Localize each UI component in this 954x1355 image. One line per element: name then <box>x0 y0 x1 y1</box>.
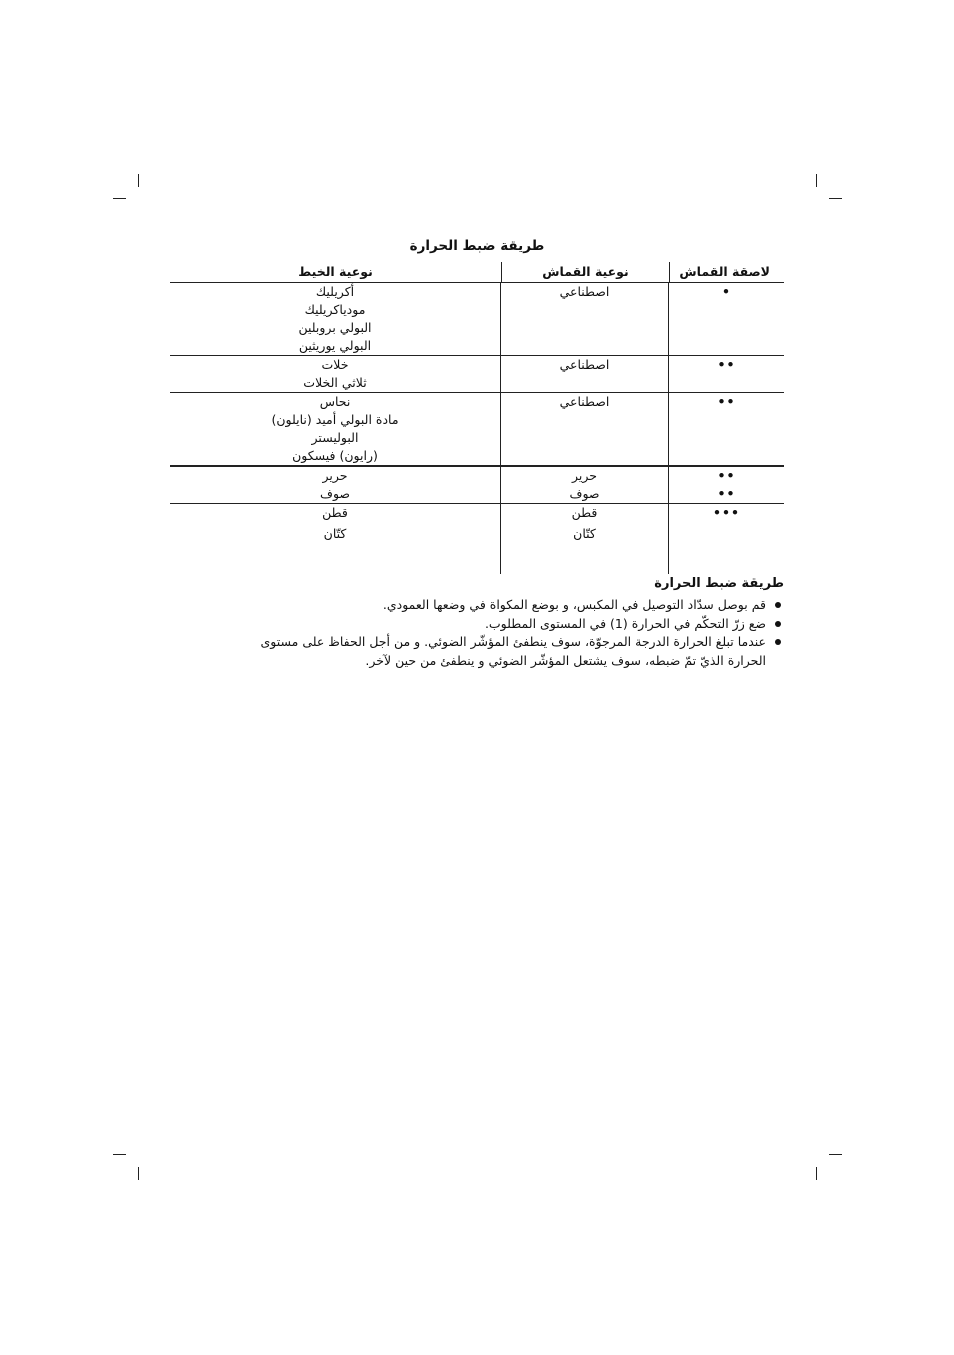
table-title: طريقة ضبط الحرارة <box>409 238 545 254</box>
fiber-type: كتّان <box>323 526 347 541</box>
heat-dots: •• <box>717 486 736 501</box>
fiber-type: حرير <box>322 468 348 483</box>
table-row <box>170 504 784 574</box>
heat-dots: • <box>722 284 731 299</box>
heat-dots: ••• <box>713 505 740 520</box>
fiber-type: البولي يوريثين <box>298 338 372 353</box>
fiber-type: مادة البولي أميد (نايلون) <box>271 412 399 427</box>
heat-dots: •• <box>717 394 736 409</box>
fiber-type: (رايون) فيسكون <box>292 448 378 463</box>
fiber-type: ثلاثي الخلات <box>303 375 367 390</box>
fiber-type: قطن <box>322 505 348 520</box>
fiber-type: صوف <box>319 486 351 501</box>
fiber-type: مودياكريليك <box>304 302 366 317</box>
crop-mark <box>138 1167 139 1180</box>
header-fiber: نوعية الخيط <box>298 264 373 279</box>
fabric-type: قطن <box>571 505 598 520</box>
table-row <box>170 467 784 504</box>
fabric-type: حرير <box>572 468 597 483</box>
crop-mark <box>829 198 842 199</box>
fabric-type: كتّان <box>573 526 596 541</box>
instruction-list <box>224 596 784 670</box>
fiber-type: البوليستر <box>311 430 359 445</box>
crop-mark <box>138 174 139 187</box>
temperature-table <box>170 262 784 574</box>
heat-dots: •• <box>717 468 736 483</box>
header-fabric: نوعية القماش <box>501 262 669 282</box>
fiber-type: البولي بروبلين <box>298 320 372 335</box>
fabric-type: اصطناعي <box>559 394 610 409</box>
section-title: طريقة ضبط الحرارة <box>654 576 784 591</box>
crop-mark <box>113 1154 126 1155</box>
instruction-item: عندما تبلغ الحرارة الدرجة المرجوّة، سوف ينطفئ المؤشّر الضوئي. و من أجل الحفاظ على مستوى الحرارة الذيّ تمّ ضبطه، سوف يشتعل المؤشّر الضوئي و ينطفئ من حين لآخر. <box>224 633 784 670</box>
crop-mark <box>816 1167 817 1180</box>
fiber-type: نحاس <box>319 394 351 409</box>
crop-mark <box>829 1154 842 1155</box>
instruction-item: قم بوصل سدّاد التوصيل في المكبس، و بوضع المكواة في وضعها العمودي. <box>224 596 784 615</box>
header-label: لاصقة القماش <box>669 262 784 282</box>
table-row <box>170 356 784 393</box>
table-row <box>170 393 784 467</box>
crop-mark <box>113 198 126 199</box>
instruction-item: ضع زرّ التحكّم في الحرارة (1) في المستوى المطلوب. <box>224 615 784 634</box>
fabric-type: صوف <box>569 486 600 501</box>
fabric-type: اصطناعي <box>559 284 610 299</box>
heat-dots: •• <box>717 357 736 372</box>
fiber-type: أكريليك <box>315 284 355 299</box>
fiber-type: خلات <box>321 357 349 372</box>
crop-mark <box>816 174 817 187</box>
table-row <box>170 283 784 356</box>
fabric-type: اصطناعي <box>559 357 610 372</box>
table-header <box>170 262 784 283</box>
